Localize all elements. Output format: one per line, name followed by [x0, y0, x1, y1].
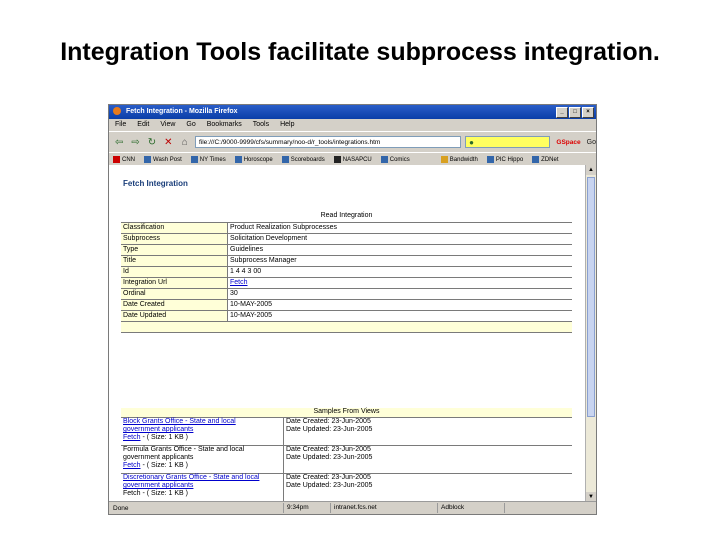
sample-title-link: government applicants — [123, 454, 194, 461]
page-content — [109, 165, 586, 502]
field-label: Type — [121, 245, 228, 256]
firefox-icon — [113, 107, 121, 115]
bookmark-item[interactable]: NASAPCU — [334, 156, 372, 163]
minimize-button[interactable]: _ — [556, 107, 568, 118]
menu-edit[interactable]: Edit — [137, 121, 150, 128]
field-label: Classification — [121, 223, 228, 234]
stop-icon[interactable]: ✕ — [164, 136, 173, 148]
sample-name-cell — [121, 418, 284, 446]
sample-name-cell — [121, 474, 284, 502]
scroll-down-icon[interactable]: ▼ — [586, 492, 596, 502]
status-time: 9:34pm — [283, 503, 330, 513]
table-row — [121, 278, 572, 289]
bookmark-icon — [282, 156, 289, 163]
table-row — [121, 256, 572, 267]
table-header: Samples From Views — [121, 408, 572, 418]
window-title: Fetch Integration - Mozilla Firefox — [125, 108, 238, 115]
bookmark-icon — [532, 156, 539, 163]
sample-title-link[interactable]: Discretionary Grants Office - State and local — [123, 474, 260, 481]
scrollbar-thumb[interactable] — [587, 177, 595, 417]
bookmark-item[interactable]: CNN — [113, 156, 135, 163]
sample-dates-cell — [284, 418, 573, 446]
sample-fetch-line — [123, 434, 281, 442]
search-input[interactable] — [465, 136, 550, 148]
status-host: intranet.fcs.net — [330, 503, 437, 513]
field-value — [228, 278, 573, 289]
menu-file[interactable]: File — [115, 121, 127, 128]
menu-go[interactable]: Go — [186, 121, 196, 128]
field-label: Subprocess — [121, 234, 228, 245]
field-value: 10-MAY-2005 — [228, 311, 573, 322]
search-engine-icon: ● — [469, 138, 475, 147]
sample-dates-cell — [284, 474, 573, 502]
bookmark-item[interactable]: Bandwidth — [441, 156, 478, 163]
go-button[interactable]: Go — [586, 138, 596, 146]
status-spacer — [504, 503, 551, 513]
sample-title-link[interactable]: Block Grants Office - State and local — [123, 418, 236, 425]
table-row — [121, 267, 572, 278]
bookmark-icon — [487, 156, 494, 163]
address-bar[interactable]: file:///C:/9000-9999/cfs/summary/noo-d/r_tools/integrations.htm — [195, 136, 461, 148]
maximize-button[interactable]: □ — [569, 107, 581, 118]
sample-date-created: Date Created: 23-Jun-2005 — [286, 446, 371, 453]
sample-name-cell — [121, 446, 284, 474]
table-row — [121, 289, 572, 300]
field-label: Title — [121, 256, 228, 267]
bookmark-item[interactable]: Comics — [381, 156, 410, 163]
bookmark-item[interactable]: NY Times — [191, 156, 226, 163]
menu-tools[interactable]: Tools — [252, 121, 270, 128]
bookmark-item[interactable]: ZDNet — [532, 156, 558, 163]
menu-help[interactable]: Help — [280, 121, 295, 128]
bookmark-icon — [441, 156, 448, 163]
field-value: Subprocess Manager — [228, 256, 573, 267]
scroll-up-icon[interactable]: ▲ — [586, 165, 596, 175]
sample-fetch-line — [123, 462, 281, 470]
sample-date-updated: Date Updated: 23-Jun-2005 — [286, 426, 373, 433]
sample-date-updated: Date Updated: 23-Jun-2005 — [286, 482, 373, 489]
menu-bookmarks[interactable]: Bookmarks — [206, 121, 242, 128]
sample-fetch-line — [123, 490, 281, 498]
status-bar — [109, 501, 596, 514]
reload-icon[interactable]: ↻ — [147, 136, 157, 148]
page-title: Fetch Integration — [123, 179, 188, 188]
field-value: 10-MAY-2005 — [228, 300, 573, 311]
table-row — [121, 311, 572, 322]
back-arrow-icon[interactable]: ⇦ — [115, 136, 124, 148]
field-value: Guidelines — [228, 245, 573, 256]
vertical-scrollbar[interactable] — [585, 165, 596, 502]
integration-url-link[interactable]: Fetch — [230, 279, 248, 286]
table-row — [121, 234, 572, 245]
bookmark-item[interactable]: Wash Post — [144, 156, 182, 163]
forward-arrow-icon[interactable]: ⇨ — [131, 136, 140, 148]
field-label: Date Updated — [121, 311, 228, 322]
field-value: Product Realization Subprocesses — [228, 223, 573, 234]
menu-bar — [109, 119, 596, 131]
bookmark-icon — [235, 156, 242, 163]
fetch-link[interactable]: Fetch — [123, 462, 141, 469]
bookmark-icon — [381, 156, 388, 163]
adblock-label[interactable]: Adblock — [437, 503, 504, 513]
fetch-link[interactable]: Fetch — [123, 434, 141, 441]
read-integration-table — [121, 211, 572, 333]
sample-dates-cell — [284, 446, 573, 474]
bookmark-icon — [144, 156, 151, 163]
bookmark-icon — [334, 156, 341, 163]
table-row — [121, 223, 572, 234]
sample-date-created: Date Created: 23-Jun-2005 — [286, 474, 371, 481]
samples-table — [121, 408, 572, 502]
fetch-size: - ( Size: 1 KB ) — [140, 434, 188, 441]
browser-window — [108, 104, 597, 515]
bookmark-item[interactable]: Scoreboards — [282, 156, 325, 163]
field-label: Date Created — [121, 300, 228, 311]
search-engine-label[interactable]: GSpace — [556, 138, 581, 146]
bookmark-item[interactable]: PIC Hippo — [487, 156, 523, 163]
close-button[interactable]: × — [582, 107, 594, 118]
window-titlebar[interactable] — [109, 105, 596, 119]
table-row — [121, 446, 572, 474]
sample-date-updated: Date Updated: 23-Jun-2005 — [286, 454, 373, 461]
table-header: Read Integration — [121, 211, 572, 223]
fetch-size: Fetch - ( Size: 1 KB ) — [123, 490, 188, 497]
table-row — [121, 245, 572, 256]
table-row — [121, 300, 572, 311]
field-value: 30 — [228, 289, 573, 300]
status-text: Done — [113, 504, 129, 512]
field-label: Id — [121, 267, 228, 278]
menu-view[interactable]: View — [160, 121, 176, 128]
table-row — [121, 418, 572, 446]
bookmark-item[interactable]: Horoscope — [235, 156, 273, 163]
navigation-toolbar — [109, 131, 596, 152]
fetch-size: - ( Size: 1 KB ) — [140, 462, 188, 469]
table-row — [121, 474, 572, 502]
field-label: Integration Url — [121, 278, 228, 289]
slide-title: Integration Tools facilitate subprocess integration. — [60, 38, 660, 66]
sample-title-link: Formula Grants Office - State and local — [123, 446, 245, 453]
sample-date-created: Date Created: 23-Jun-2005 — [286, 418, 371, 425]
home-icon[interactable]: ⌂ — [181, 136, 188, 148]
sample-title-link[interactable]: government applicants — [123, 482, 194, 489]
bookmark-icon — [113, 156, 120, 163]
field-value: 1 4 4 3 00 — [228, 267, 573, 278]
table-spacer — [121, 322, 572, 333]
field-label: Ordinal — [121, 289, 228, 300]
sample-title-link[interactable]: government applicants — [123, 426, 194, 433]
field-value: Solicitation Development — [228, 234, 573, 245]
window-controls — [556, 107, 594, 118]
bookmark-icon — [191, 156, 198, 163]
